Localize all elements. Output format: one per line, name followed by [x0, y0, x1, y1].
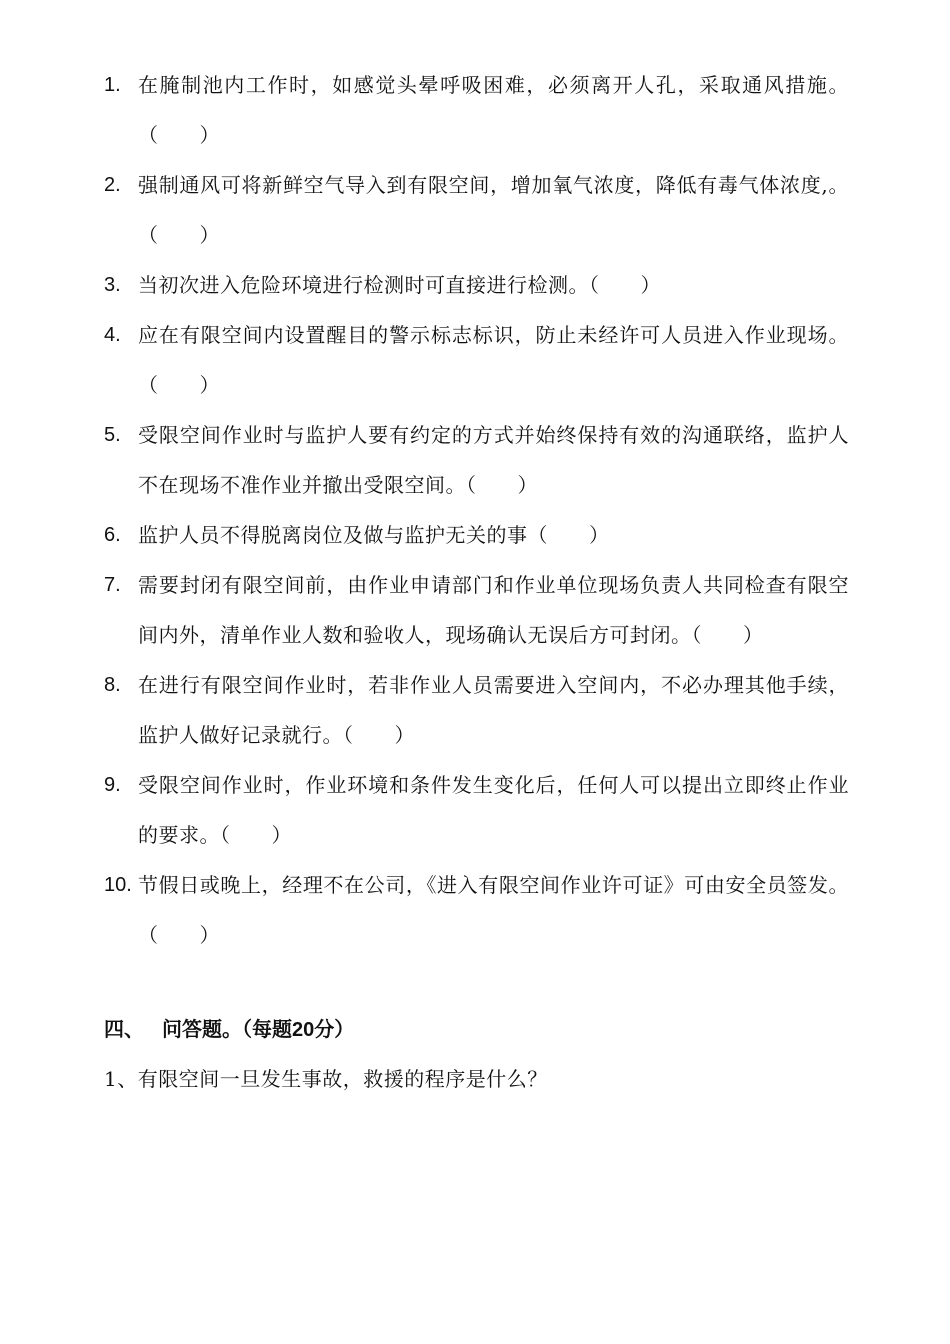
question-item	[104, 510, 849, 560]
question-item	[104, 60, 849, 160]
question-number: 4.	[104, 324, 121, 346]
section-points: 20	[292, 1019, 315, 1041]
question-number: 7.	[104, 574, 121, 596]
question-item	[104, 410, 849, 510]
question-item	[104, 860, 849, 960]
question-item	[104, 160, 849, 260]
question-text: 强制通风可将新鲜空气导入到有限空间，增加氧气浓度，降低有毒气体浓度,。（ ）	[138, 173, 849, 247]
section-number: 四、	[104, 1017, 144, 1041]
question-text: 需要封闭有限空间前，由作业申请部门和作业单位现场负责人共同检查有限空间内外，清单作业人数和验收人，现场确认无误后方可封闭。（ ）	[138, 573, 849, 647]
question-text: 在腌制池内工作时，如感觉头晕呼吸困难，必须离开人孔，采取通风措施。（ ）	[138, 73, 849, 147]
question-number: 5.	[104, 424, 121, 446]
question-text: 监护人员不得脱离岗位及做与监护无关的事（ ）	[138, 523, 610, 547]
question-text: 受限空间作业时与监护人要有约定的方式并始终保持有效的沟通联络，监护人不在现场不准作业并撤出受限空间。（ ）	[138, 423, 849, 497]
question-text: 在进行有限空间作业时，若非作业人员需要进入空间内，不必办理其他手续，监护人做好记录就行。（ ）	[138, 673, 849, 747]
question-text: 节假日或晚上，经理不在公司，《进入有限空间作业许可证》可由安全员签发。（ ）	[138, 873, 849, 947]
question-number: 10.	[104, 874, 132, 896]
section-title: 问答题。（每题	[162, 1017, 292, 1041]
question-text: 当初次进入危险环境进行检测时可直接进行检测。（ ）	[138, 273, 661, 297]
question-item	[104, 260, 849, 310]
question-item	[104, 760, 849, 860]
question-number: 6.	[104, 524, 121, 546]
question-item	[104, 560, 849, 660]
true-false-question-list	[104, 60, 849, 960]
section-heading	[104, 1004, 849, 1055]
question-number: 8.	[104, 674, 121, 696]
question-item	[104, 660, 849, 760]
question-text: 受限空间作业时，作业环境和条件发生变化后，任何人可以提出立即终止作业的要求。（ ）	[138, 773, 849, 847]
question-number: 9.	[104, 774, 121, 796]
section-unit: 分）	[314, 1017, 355, 1041]
question-number: 3.	[104, 274, 121, 296]
open-question: 1、有限空间一旦发生事故，救援的程序是什么？	[104, 1067, 548, 1091]
question-item	[104, 310, 849, 410]
question-text: 应在有限空间内设置醒目的警示标志标识，防止未经许可人员进入作业现场。（ ）	[138, 323, 849, 397]
question-number: 2.	[104, 174, 121, 196]
question-number: 1.	[104, 74, 121, 96]
